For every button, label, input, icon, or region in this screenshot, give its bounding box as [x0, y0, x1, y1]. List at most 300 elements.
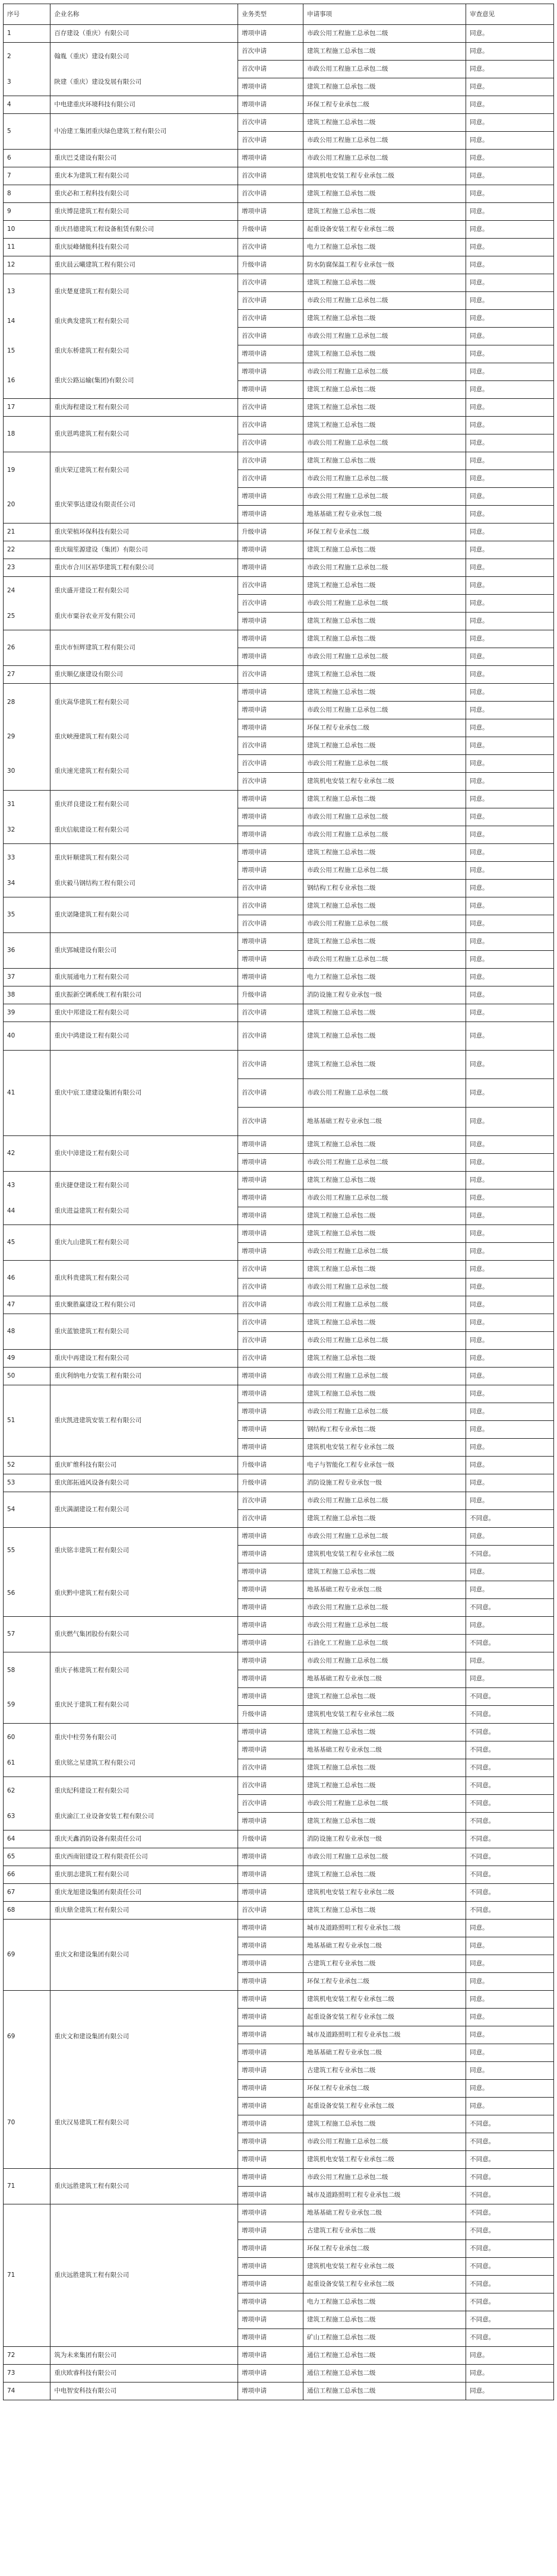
header-business-type: 业务类型	[238, 4, 303, 25]
cell-application-item: 电子与智能化工程专业承包一级	[303, 1457, 466, 1474]
cell-seq	[4, 96, 50, 114]
cell-review-opinion: 同意。	[466, 399, 554, 417]
cell-application-item: 市政公用工程施工总承包二级	[303, 862, 466, 880]
cell-review-opinion: 同意。	[466, 986, 554, 1004]
cell-business-type: 增项申请	[238, 2169, 303, 2187]
cell-company	[50, 559, 238, 577]
company-name: 重庆民于建筑工程有限公司	[54, 1701, 129, 1708]
cell-business-type: 升级申请	[238, 221, 303, 239]
cell-business-type: 首次申请	[238, 1004, 303, 1022]
company-name: 重庆博昆建筑工程有限公司	[54, 208, 129, 215]
header-seq: 序号	[4, 4, 50, 25]
company-name: 重庆祥良建设工程有限公司	[54, 800, 129, 808]
table-row	[4, 1991, 554, 2009]
cell-application-item: 市政公用工程施工总承包二级	[303, 808, 466, 826]
table-row	[4, 1385, 554, 1403]
cell-business-type: 增项申请	[238, 1528, 303, 1546]
cell-business-type: 增项申请	[238, 951, 303, 969]
cell-application-item: 环保工程专业承包二级	[303, 2080, 466, 2098]
seq-number: 12	[7, 261, 15, 268]
cell-review-opinion: 不同意。	[466, 2329, 554, 2347]
table-row	[4, 1652, 554, 1670]
cell-seq	[4, 185, 50, 203]
table-row	[4, 256, 554, 274]
cell-review-opinion: 同意。	[466, 2062, 554, 2080]
table-row	[4, 1492, 554, 1510]
seq-number: 37	[7, 973, 15, 981]
cell-business-type: 增项申请	[238, 78, 303, 96]
cell-review-opinion: 不同意。	[466, 1706, 554, 1724]
cell-seq	[4, 1172, 50, 1225]
cell-review-opinion: 不同意。	[466, 1902, 554, 1920]
cell-business-type: 增项申请	[238, 648, 303, 666]
cell-seq	[4, 630, 50, 666]
cell-business-type: 升级申请	[238, 1706, 303, 1724]
seq-number: 45	[7, 1239, 15, 1246]
company-name: 重庆嵩华建筑工程有限公司	[54, 699, 129, 706]
cell-company	[50, 897, 238, 933]
cell-company	[50, 150, 238, 167]
cell-review-opinion: 同意。	[466, 541, 554, 559]
company-name: 重庆中漳建设工程有限公司	[54, 1150, 129, 1157]
company-name: 翰胤（重庆）建设有限公司	[54, 52, 129, 60]
cell-seq	[4, 2169, 50, 2204]
cell-company	[50, 1457, 238, 1474]
cell-business-type: 增项申请	[238, 96, 303, 114]
cell-review-opinion: 同意。	[466, 1079, 554, 1108]
cell-seq	[4, 666, 50, 684]
cell-application-item: 建筑工程施工总承包二级	[303, 737, 466, 755]
cell-business-type: 增项申请	[238, 2080, 303, 2098]
cell-review-opinion: 同意。	[466, 43, 554, 61]
cell-review-opinion: 不同意。	[466, 1724, 554, 1741]
cell-review-opinion: 同意。	[466, 470, 554, 488]
cell-review-opinion: 同意。	[466, 2347, 554, 2365]
cell-application-item: 市政公用工程施工总承包二级	[303, 1848, 466, 1866]
cell-company	[50, 684, 238, 791]
cell-business-type: 首次申请	[238, 1022, 303, 1051]
cell-review-opinion: 同意。	[466, 150, 554, 167]
company-name: 重庆中鸿建设工程有限公司	[54, 1032, 129, 1039]
seq-number: 69	[7, 2032, 15, 2040]
seq-number: 7	[7, 172, 11, 179]
cell-review-opinion: 同意。	[466, 274, 554, 292]
cell-application-item: 环保工程专业承包二级	[303, 719, 466, 737]
company-name: 重庆必和工程科技有限公司	[54, 190, 129, 197]
cell-business-type: 首次申请	[238, 1510, 303, 1528]
cell-application-item: 建筑机电安装工程专业承包二级	[303, 2151, 466, 2169]
cell-company	[50, 524, 238, 541]
table-row	[4, 274, 554, 292]
company-name: 重庆振新空调系统工程有限公司	[54, 991, 142, 998]
cell-review-opinion: 同意。	[466, 1457, 554, 1474]
cell-review-opinion: 同意。	[466, 1004, 554, 1022]
cell-review-opinion: 同意。	[466, 1189, 554, 1207]
cell-company	[50, 933, 238, 969]
cell-application-item: 城市及道路照明工程专业承包二级	[303, 2187, 466, 2204]
seq-number: 46	[7, 1274, 15, 1281]
cell-review-opinion: 同意。	[466, 2383, 554, 2400]
company-name: 重庆盛开建设工程有限公司	[54, 586, 129, 594]
cell-review-opinion: 不同意。	[466, 1759, 554, 1777]
cell-review-opinion: 同意。	[466, 1136, 554, 1154]
company-name: 重庆荣事达建设有限责任公司	[54, 501, 135, 508]
table-row	[4, 399, 554, 417]
cell-review-opinion: 同意。	[466, 1973, 554, 1991]
company-name: 重庆铭丰建筑工程有限公司	[54, 1547, 129, 1554]
cell-company	[50, 791, 238, 844]
cell-application-item: 市政公用工程施工总承包二级	[303, 1332, 466, 1350]
company-name: 筑为未来集团有限公司	[54, 2352, 117, 2359]
cell-application-item: 建筑工程施工总承包二级	[303, 452, 466, 470]
table-row	[4, 1022, 554, 1051]
table-row	[4, 1528, 554, 1546]
cell-company	[50, 1051, 238, 1136]
table-row	[4, 1368, 554, 1385]
cell-business-type: 增项申请	[238, 630, 303, 648]
cell-review-opinion: 同意。	[466, 452, 554, 470]
table-row	[4, 844, 554, 862]
table-row	[4, 2169, 554, 2187]
seq-number: 10	[7, 226, 15, 233]
cell-business-type: 增项申请	[238, 826, 303, 844]
cell-business-type: 增项申请	[238, 1724, 303, 1741]
cell-review-opinion: 不同意。	[466, 1795, 554, 1813]
cell-seq	[4, 986, 50, 1004]
cell-seq	[4, 1528, 50, 1617]
company-name: 重庆市合川区裕华建筑工程有限公司	[54, 564, 154, 571]
seq-number: 70	[7, 2118, 15, 2126]
cell-company	[50, 1528, 238, 1617]
cell-review-opinion: 同意。	[466, 630, 554, 648]
cell-review-opinion: 同意。	[466, 969, 554, 986]
cell-application-item: 建筑机电安装工程专业承包二级	[303, 1706, 466, 1724]
table-row	[4, 221, 554, 239]
cell-review-opinion: 同意。	[466, 808, 554, 826]
cell-review-opinion: 同意。	[466, 2080, 554, 2098]
cell-review-opinion: 同意。	[466, 345, 554, 363]
cell-application-item: 建筑机电安装工程专业承包二级	[303, 1439, 466, 1457]
seq-number: 56	[7, 1590, 15, 1597]
cell-application-item: 市政公用工程施工总承包二级	[303, 1403, 466, 1421]
seq-number: 29	[7, 733, 15, 740]
cell-application-item: 环保工程专业承包二级	[303, 524, 466, 541]
cell-application-item: 建筑机电安装工程专业承包二级	[303, 167, 466, 185]
cell-business-type: 增项申请	[238, 1688, 303, 1706]
cell-seq	[4, 1004, 50, 1022]
cell-seq	[4, 1350, 50, 1368]
cell-application-item: 建筑工程施工总承包二级	[303, 1314, 466, 1332]
cell-company	[50, 844, 238, 897]
cell-application-item: 市政公用工程施工总承包二级	[303, 2133, 466, 2151]
company-name: 重庆诺隆建筑工程有限公司	[54, 911, 129, 918]
cell-seq	[4, 933, 50, 969]
company-name: 重庆中邦建设工程有限公司	[54, 1009, 129, 1016]
cell-application-item: 起重设备安装工程专业承包二级	[303, 2098, 466, 2115]
cell-review-opinion: 同意。	[466, 132, 554, 150]
seq-number: 63	[7, 1812, 15, 1820]
cell-application-item: 建筑工程施工总承包二级	[303, 1225, 466, 1243]
cell-business-type: 首次申请	[238, 755, 303, 773]
cell-business-type: 首次申请	[238, 470, 303, 488]
cell-company	[50, 1004, 238, 1022]
cell-business-type: 增项申请	[238, 1385, 303, 1403]
cell-application-item: 建筑工程施工总承包二级	[303, 1563, 466, 1581]
cell-business-type: 增项申请	[238, 2009, 303, 2026]
cell-application-item: 市政公用工程施工总承包二级	[303, 1279, 466, 1296]
cell-review-opinion: 同意。	[466, 96, 554, 114]
cell-application-item: 消防设施工程专业承包一级	[303, 1474, 466, 1492]
cell-business-type: 增项申请	[238, 2293, 303, 2311]
cell-business-type: 首次申请	[238, 1108, 303, 1136]
cell-application-item: 建筑机电安装工程专业承包二级	[303, 1884, 466, 1902]
seq-number: 21	[7, 528, 15, 535]
cell-business-type: 增项申请	[238, 2276, 303, 2293]
cell-business-type: 首次申请	[238, 1777, 303, 1795]
cell-application-item: 市政公用工程施工总承包二级	[303, 826, 466, 844]
cell-company	[50, 1296, 238, 1314]
qualification-review-table	[3, 4, 554, 2400]
cell-business-type: 增项申请	[238, 2204, 303, 2222]
cell-company	[50, 1350, 238, 1368]
cell-company	[50, 1724, 238, 1777]
company-name: 重庆欧睿科技有限公司	[54, 2369, 117, 2377]
cell-review-opinion: 同意。	[466, 1581, 554, 1599]
cell-application-item: 环保工程专业承包二级	[303, 1973, 466, 1991]
cell-application-item: 市政公用工程施工总承包二级	[303, 150, 466, 167]
cell-application-item: 建筑工程施工总承包二级	[303, 1777, 466, 1795]
table-row	[4, 2383, 554, 2400]
seq-number: 72	[7, 2352, 15, 2359]
cell-business-type: 首次申请	[238, 167, 303, 185]
seq-number: 59	[7, 1701, 15, 1708]
seq-number: 1	[7, 30, 11, 37]
company-name: 重庆捷登建设工程有限公司	[54, 1181, 129, 1189]
company-name: 重庆龙旭建设集团有限责任公司	[54, 1889, 142, 1896]
cell-seq	[4, 524, 50, 541]
cell-application-item: 建筑工程施工总承包二级	[303, 541, 466, 559]
cell-business-type: 增项申请	[238, 1848, 303, 1866]
cell-business-type: 增项申请	[238, 1368, 303, 1385]
cell-application-item: 通信工程施工总承包二级	[303, 2347, 466, 2365]
table-row	[4, 933, 554, 951]
company-name: 重庆渝江工业设备安装工程有限公司	[54, 1812, 154, 1820]
cell-review-opinion: 同意。	[466, 1314, 554, 1332]
cell-application-item: 环保工程专业承包二级	[303, 2240, 466, 2258]
cell-review-opinion: 同意。	[466, 719, 554, 737]
cell-company	[50, 114, 238, 150]
cell-seq	[4, 43, 50, 96]
seq-number: 13	[7, 288, 15, 295]
cell-company	[50, 1368, 238, 1385]
cell-application-item: 建筑工程施工总承包二级	[303, 203, 466, 221]
cell-application-item: 建筑工程施工总承包二级	[303, 1510, 466, 1528]
cell-review-opinion: 同意。	[466, 434, 554, 452]
cell-review-opinion: 不同意。	[466, 1831, 554, 1848]
seq-number: 43	[7, 1181, 15, 1189]
cell-application-item: 钢结构工程专业承包二级	[303, 1421, 466, 1439]
cell-review-opinion: 不同意。	[466, 2276, 554, 2293]
company-name: 重庆进益建筑工程有限公司	[54, 1207, 129, 1214]
cell-review-opinion: 不同意。	[466, 1688, 554, 1706]
cell-business-type: 增项申请	[238, 488, 303, 506]
cell-review-opinion: 同意。	[466, 1492, 554, 1510]
table-row	[4, 1474, 554, 1492]
cell-business-type: 首次申请	[238, 1492, 303, 1510]
cell-review-opinion: 同意。	[466, 666, 554, 684]
cell-seq	[4, 1831, 50, 1848]
cell-business-type: 首次申请	[238, 897, 303, 915]
table-row	[4, 1457, 554, 1474]
cell-application-item: 市政公用工程施工总承包二级	[303, 488, 466, 506]
cell-seq	[4, 1652, 50, 1724]
cell-review-opinion: 同意。	[466, 221, 554, 239]
cell-review-opinion: 同意。	[466, 114, 554, 132]
cell-business-type: 增项申请	[238, 1581, 303, 1599]
cell-seq	[4, 684, 50, 791]
cell-business-type: 增项申请	[238, 2258, 303, 2276]
cell-review-opinion: 不同意。	[466, 2222, 554, 2240]
cell-application-item: 市政公用工程施工总承包二级	[303, 755, 466, 773]
cell-application-item: 市政公用工程施工总承包二级	[303, 1079, 466, 1108]
cell-application-item: 市政公用工程施工总承包二级	[303, 1492, 466, 1510]
cell-application-item: 建筑工程施工总承包二级	[303, 1051, 466, 1079]
cell-business-type: 增项申请	[238, 702, 303, 719]
cell-review-opinion: 同意。	[466, 915, 554, 933]
cell-review-opinion: 同意。	[466, 506, 554, 524]
company-name: 重庆文和建设集团有限公司	[54, 1951, 129, 1958]
table-header-row	[4, 4, 554, 25]
table-row	[4, 1172, 554, 1189]
seq-number: 55	[7, 1547, 15, 1554]
cell-application-item: 建筑工程施工总承包二级	[303, 1902, 466, 1920]
cell-application-item: 市政公用工程施工总承包二级	[303, 1795, 466, 1813]
company-name: 重庆典发建筑工程有限公司	[54, 318, 129, 325]
table-row	[4, 452, 554, 470]
cell-application-item: 建筑工程施工总承包二级	[303, 791, 466, 808]
cell-review-opinion: 不同意。	[466, 2169, 554, 2187]
cell-review-opinion: 同意。	[466, 1243, 554, 1261]
cell-application-item: 市政公用工程施工总承包二级	[303, 2169, 466, 2187]
table-row	[4, 1225, 554, 1243]
seq-number: 60	[7, 1733, 15, 1741]
cell-company	[50, 239, 238, 256]
cell-application-item: 市政公用工程施工总承包二级	[303, 1296, 466, 1314]
cell-application-item: 建筑工程施工总承包二级	[303, 1813, 466, 1831]
cell-application-item: 起重设备安装工程专业承包二级	[303, 221, 466, 239]
cell-business-type: 首次申请	[238, 1079, 303, 1108]
cell-review-opinion: 不同意。	[466, 2258, 554, 2276]
cell-business-type: 增项申请	[238, 1937, 303, 1955]
cell-review-opinion: 同意。	[466, 239, 554, 256]
cell-business-type: 增项申请	[238, 506, 303, 524]
cell-application-item: 城市及道路照明工程专业承包二级	[303, 2026, 466, 2044]
cell-company	[50, 1172, 238, 1225]
cell-business-type: 增项申请	[238, 2115, 303, 2133]
cell-business-type: 增项申请	[238, 613, 303, 630]
seq-number: 42	[7, 1150, 15, 1157]
cell-business-type: 首次申请	[238, 328, 303, 345]
table-row	[4, 1724, 554, 1741]
table-row	[4, 986, 554, 1004]
cell-review-opinion: 不同意。	[466, 1813, 554, 1831]
cell-review-opinion: 不同意。	[466, 1635, 554, 1652]
cell-seq	[4, 1136, 50, 1172]
cell-application-item: 建筑工程施工总承包二级	[303, 345, 466, 363]
cell-business-type: 首次申请	[238, 1261, 303, 1279]
seq-number: 47	[7, 1301, 15, 1308]
cell-seq	[4, 1022, 50, 1051]
cell-seq	[4, 1492, 50, 1528]
cell-company	[50, 399, 238, 417]
cell-review-opinion: 不同意。	[466, 2115, 554, 2133]
seq-number: 74	[7, 2387, 15, 2394]
company-name: 重庆公路运输(集团)有限公司	[54, 377, 134, 384]
company-name: 重庆荣植环保科技有限公司	[54, 528, 129, 535]
company-name: 中电建重庆环境科技有限公司	[54, 101, 135, 108]
cell-business-type: 首次申请	[238, 114, 303, 132]
seq-number: 53	[7, 1479, 15, 1486]
seq-number: 26	[7, 644, 15, 651]
company-name: 重庆汉易建筑工程有限公司	[54, 2118, 129, 2126]
cell-business-type: 增项申请	[238, 1546, 303, 1563]
cell-application-item: 古建筑工程专业承包二级	[303, 2222, 466, 2240]
seq-number: 11	[7, 243, 15, 250]
seq-number: 17	[7, 404, 15, 411]
cell-review-opinion: 同意。	[466, 1617, 554, 1635]
cell-business-type: 升级申请	[238, 1474, 303, 1492]
cell-seq	[4, 1261, 50, 1296]
cell-application-item: 市政公用工程施工总承包二级	[303, 1154, 466, 1172]
cell-business-type: 首次申请	[238, 399, 303, 417]
cell-business-type: 增项申请	[238, 791, 303, 808]
cell-application-item: 建筑工程施工总承包二级	[303, 185, 466, 203]
table-row	[4, 1051, 554, 1079]
cell-seq	[4, 256, 50, 274]
seq-number: 14	[7, 318, 15, 325]
cell-application-item: 市政公用工程施工总承包二级	[303, 25, 466, 43]
company-name: 重庆远胜建筑工程有限公司	[54, 2272, 129, 2279]
cell-application-item: 市政公用工程施工总承包二级	[303, 292, 466, 310]
cell-review-opinion: 同意。	[466, 1350, 554, 1368]
cell-business-type: 首次申请	[238, 1350, 303, 1368]
company-name: 重庆顺亿康建设有限公司	[54, 671, 123, 678]
cell-application-item: 建筑工程施工总承包二级	[303, 1022, 466, 1051]
cell-business-type: 增项申请	[238, 1652, 303, 1670]
cell-company	[50, 203, 238, 221]
cell-application-item: 消防设施工程专业承包一级	[303, 986, 466, 1004]
cell-business-type: 首次申请	[238, 1332, 303, 1350]
cell-review-opinion: 同意。	[466, 1154, 554, 1172]
company-name: 重庆峡漫建筑工程有限公司	[54, 733, 129, 740]
cell-business-type: 增项申请	[238, 2062, 303, 2080]
cell-business-type: 首次申请	[238, 274, 303, 292]
company-name: 重庆恩鸣建筑工程有限公司	[54, 430, 129, 437]
cell-review-opinion: 同意。	[466, 951, 554, 969]
company-name: 重庆本为建筑工程有限公司	[54, 172, 129, 179]
cell-business-type: 增项申请	[238, 150, 303, 167]
header-application-item: 申请事项	[303, 4, 466, 25]
cell-application-item: 建筑工程施工总承包二级	[303, 844, 466, 862]
cell-review-opinion: 同意。	[466, 1474, 554, 1492]
cell-application-item: 市政公用工程施工总承包二级	[303, 1617, 466, 1635]
cell-application-item: 环保工程专业承包二级	[303, 96, 466, 114]
seq-number: 24	[7, 586, 15, 594]
cell-application-item: 建筑工程施工总承包二级	[303, 613, 466, 630]
company-name: 陕建（重庆）建设发展有限公司	[54, 78, 142, 85]
cell-business-type: 增项申请	[238, 1884, 303, 1902]
seq-number: 68	[7, 1906, 15, 1914]
